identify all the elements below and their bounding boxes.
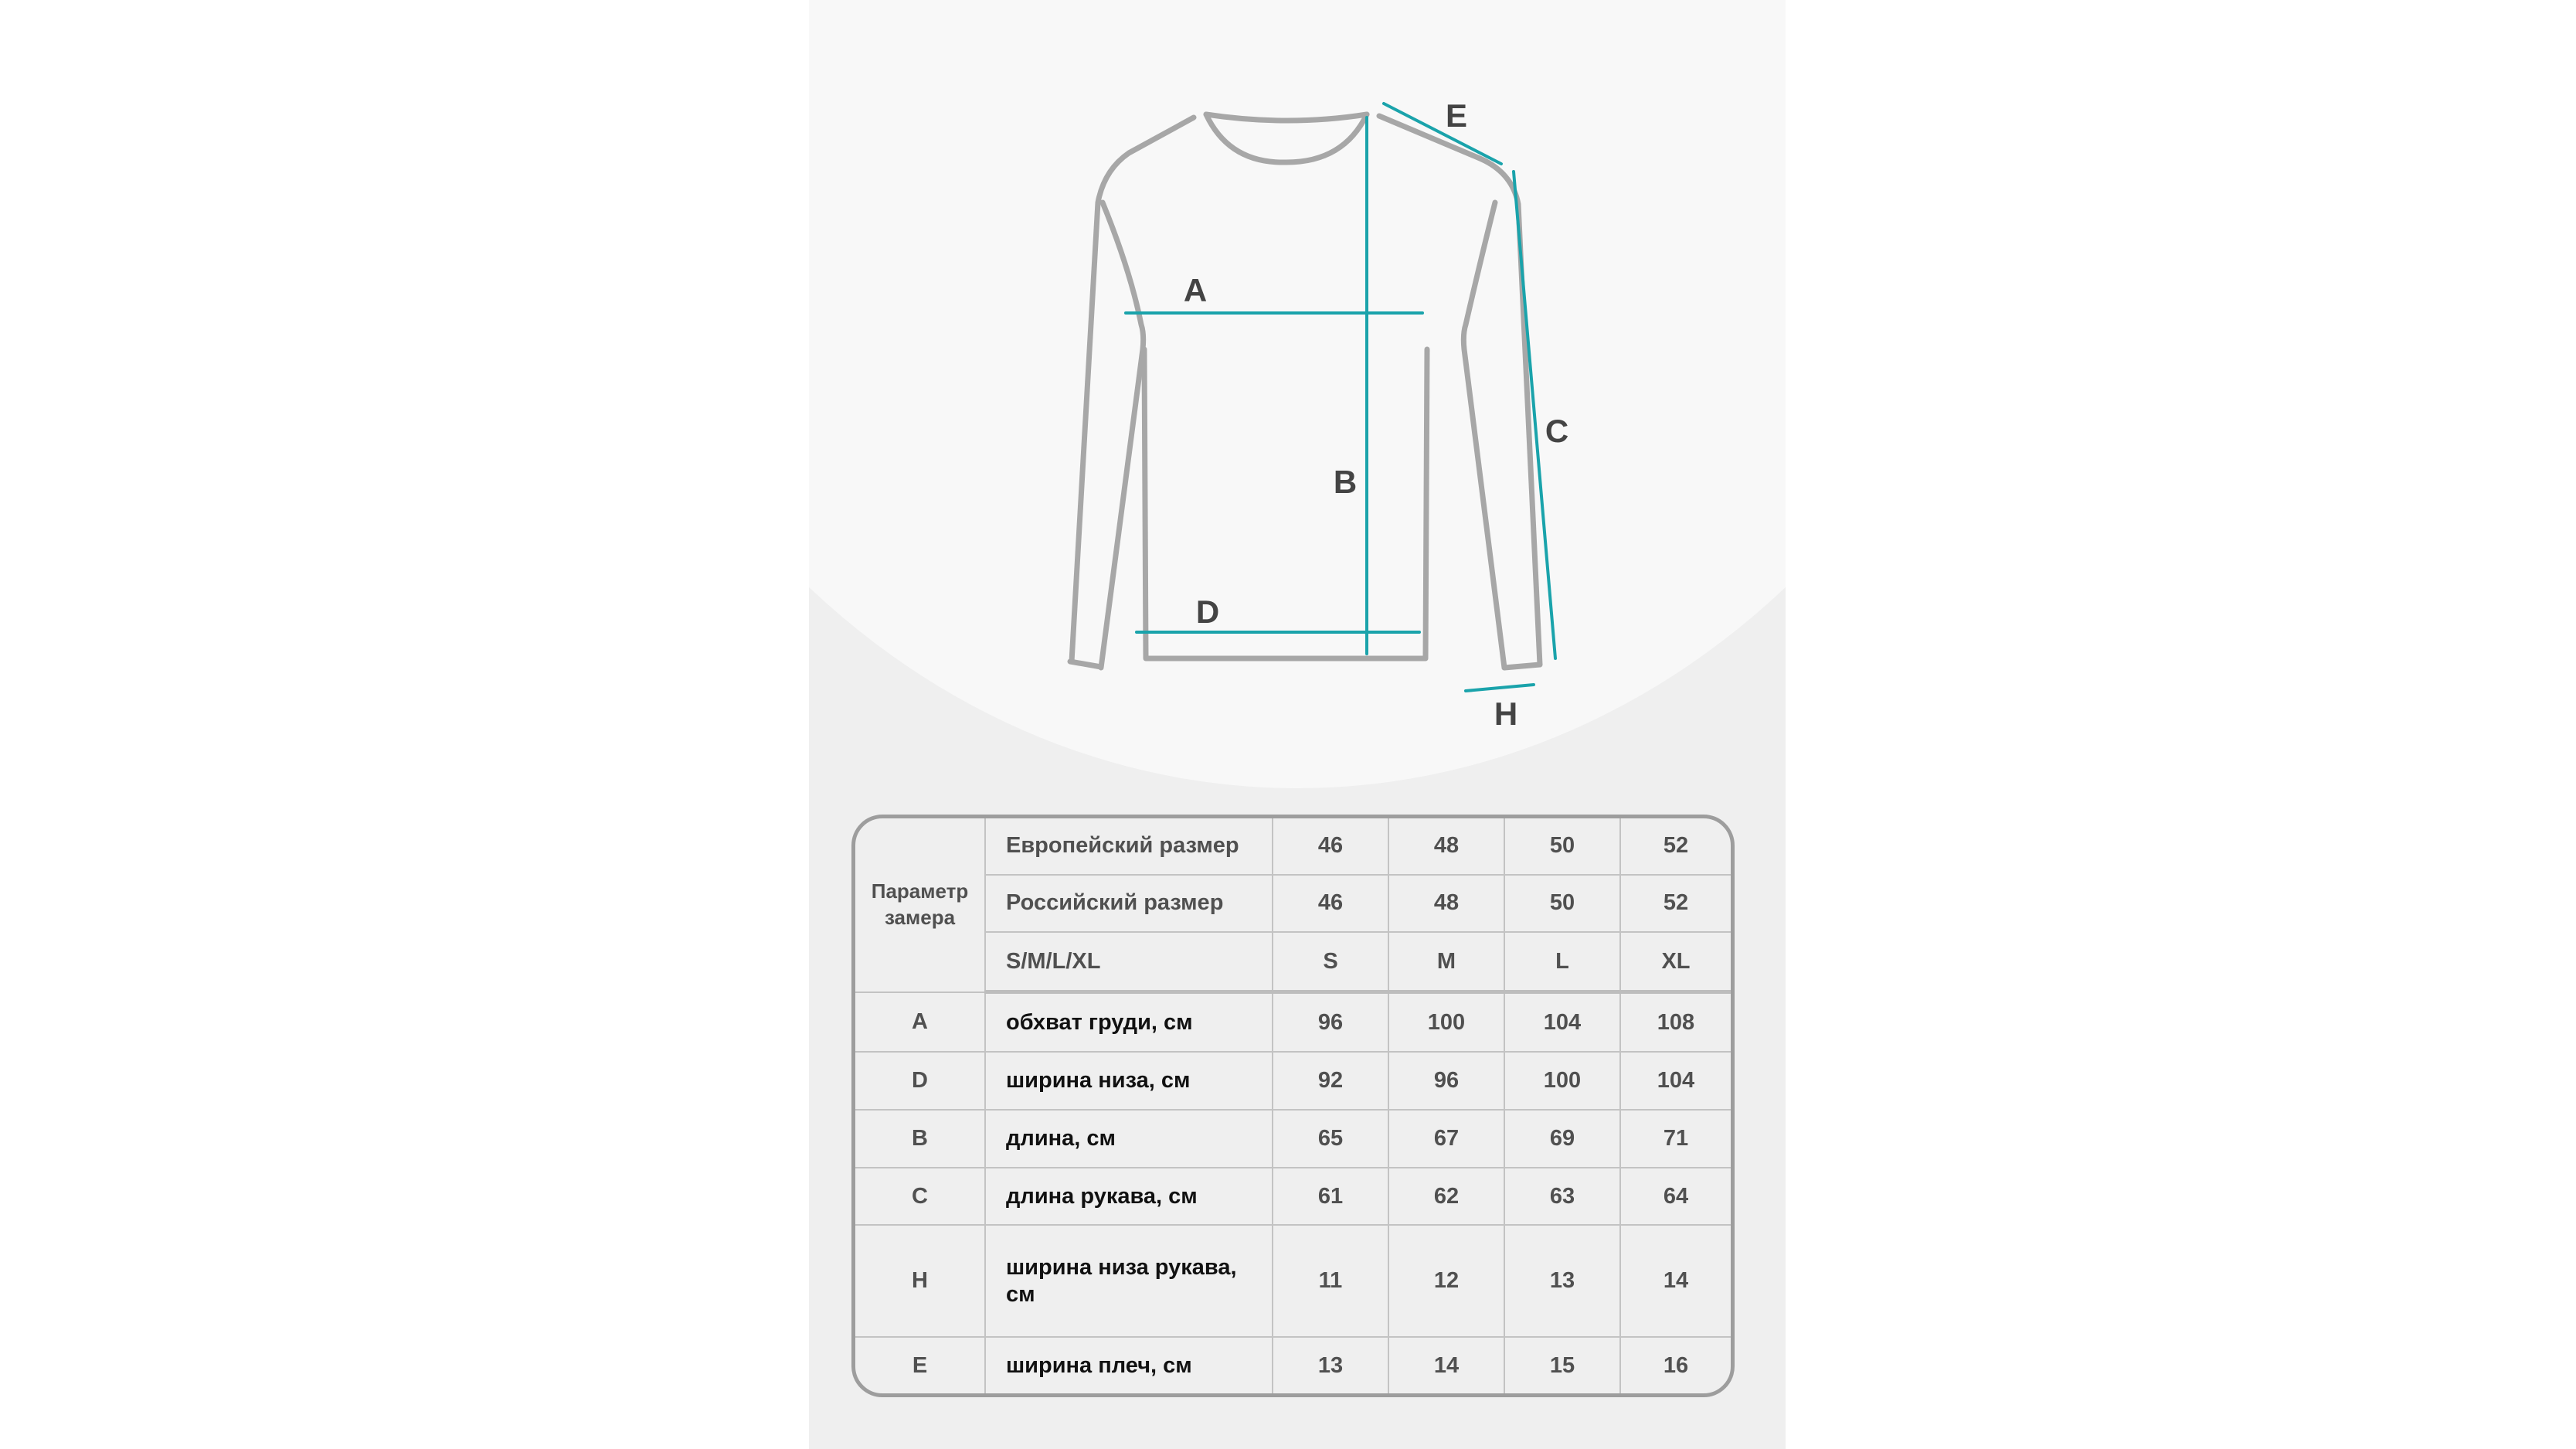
- body: [1143, 349, 1427, 658]
- measure-label: ширина низа, см: [985, 1052, 1273, 1110]
- left-sleeve-outer: [1072, 117, 1194, 662]
- value-cell: 69: [1504, 1110, 1620, 1168]
- measure-label: длина рукава, см: [985, 1168, 1273, 1226]
- value-cell: 13: [1273, 1337, 1388, 1393]
- measure-line-h: [1466, 685, 1534, 691]
- measure-code: D: [855, 1052, 985, 1110]
- value-cell: 104: [1504, 992, 1620, 1053]
- table-row: [855, 1225, 1731, 1337]
- value-cell: 14: [1388, 1337, 1504, 1393]
- measure-code: H: [855, 1225, 985, 1337]
- row-label: Европейский размер: [985, 818, 1273, 875]
- value-cell: 12: [1388, 1225, 1504, 1337]
- table-row: [855, 992, 1731, 1053]
- measure-line-e: [1384, 104, 1501, 164]
- size-cell: XL: [1620, 932, 1731, 992]
- value-cell: 108: [1620, 992, 1731, 1053]
- label-d: D: [1195, 594, 1220, 630]
- value-cell: 62: [1388, 1168, 1504, 1226]
- size-cell: 50: [1504, 818, 1620, 875]
- measure-label: ширина низа рукава, см: [985, 1225, 1273, 1337]
- table-row: [855, 1110, 1731, 1168]
- label-e: E: [1445, 97, 1468, 134]
- value-cell: 71: [1620, 1110, 1731, 1168]
- size-cell: 46: [1273, 875, 1388, 933]
- value-cell: 104: [1620, 1052, 1731, 1110]
- size-cell: 48: [1388, 875, 1504, 933]
- value-cell: 100: [1504, 1052, 1620, 1110]
- measure-code: E: [855, 1337, 985, 1393]
- measure-code: C: [855, 1168, 985, 1226]
- table-header-row: [855, 818, 1731, 875]
- value-cell: 65: [1273, 1110, 1388, 1168]
- measure-code: B: [855, 1110, 985, 1168]
- measurement-lines: [1126, 104, 1555, 691]
- table-row: [855, 1052, 1731, 1110]
- label-h: H: [1494, 696, 1518, 732]
- value-cell: 100: [1388, 992, 1504, 1053]
- measure-label: ширина плеч, см: [985, 1337, 1273, 1393]
- size-cell: S: [1273, 932, 1388, 992]
- size-cell: 52: [1620, 875, 1731, 933]
- param-header: Параметр замера: [855, 818, 985, 992]
- label-c: C: [1545, 413, 1569, 449]
- size-cell: L: [1504, 932, 1620, 992]
- size-cell: M: [1388, 932, 1504, 992]
- table-row: [855, 1337, 1731, 1393]
- size-chart-panel: [809, 0, 1786, 1449]
- value-cell: 63: [1504, 1168, 1620, 1226]
- value-cell: 96: [1273, 992, 1388, 1053]
- size-cell: 50: [1504, 875, 1620, 933]
- size-table: [851, 815, 1735, 1397]
- right-sleeve-inner: [1463, 202, 1504, 668]
- sweater-measurement-diagram: [809, 0, 1786, 804]
- label-b: B: [1333, 464, 1358, 500]
- measure-label: длина, см: [985, 1110, 1273, 1168]
- measure-code: A: [855, 992, 985, 1053]
- value-cell: 16: [1620, 1337, 1731, 1393]
- value-cell: 96: [1388, 1052, 1504, 1110]
- value-cell: 15: [1504, 1337, 1620, 1393]
- label-a: A: [1183, 272, 1208, 308]
- right-cuff: [1504, 665, 1540, 668]
- row-label: Российский размер: [985, 875, 1273, 933]
- size-cell: 52: [1620, 818, 1731, 875]
- size-cell: 46: [1273, 818, 1388, 875]
- value-cell: 13: [1504, 1225, 1620, 1337]
- value-cell: 14: [1620, 1225, 1731, 1337]
- value-cell: 61: [1273, 1168, 1388, 1226]
- table-row: [855, 1168, 1731, 1226]
- table-header-row: [855, 932, 1731, 992]
- sweater-outline: [1061, 114, 1540, 669]
- table-header-row: [855, 875, 1731, 933]
- size-cell: 48: [1388, 818, 1504, 875]
- value-cell: 67: [1388, 1110, 1504, 1168]
- row-label: S/M/L/XL: [985, 932, 1273, 992]
- measure-label: обхват груди, см: [985, 992, 1273, 1053]
- left-cuff: [1070, 662, 1101, 667]
- value-cell: 64: [1620, 1168, 1731, 1226]
- neckline-top: [1206, 114, 1367, 121]
- value-cell: 92: [1273, 1052, 1388, 1110]
- value-cell: 11: [1273, 1225, 1388, 1337]
- left-sleeve-inner: [1101, 202, 1144, 668]
